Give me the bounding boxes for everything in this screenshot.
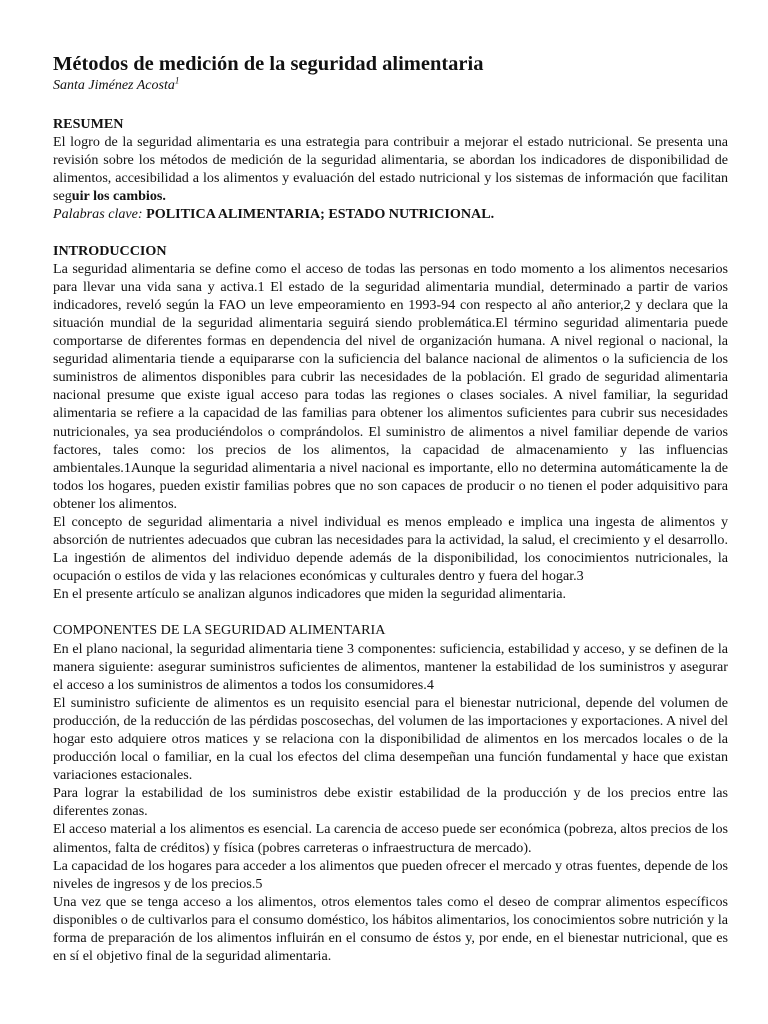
section-gap (53, 224, 728, 242)
componentes-paragraph-4: El acceso material a los alimentos es esencial. La carencia de acceso puede ser económica (pobreza, altos precios de los alimentos, falta de créditos) y física (pobres carreteras o infraestructura de mercado). (53, 821, 729, 856)
introduccion-paragraph-3: En el presente artículo se analizan algunos indicadores que miden la seguridad alimentaria. (53, 586, 567, 603)
introduccion-heading: INTRODUCCION (53, 242, 167, 259)
resumen-paragraph (53, 133, 728, 205)
section-gap (53, 603, 728, 621)
keywords-label: Palabras clave: (53, 206, 143, 223)
componentes-paragraph-6: Una vez que se tenga acceso a los alimentos, otros elementos tales como el deseo de comprar alimentos específicos disponibles o de cultivarlos para el consumo doméstico, los hábitos alimentarios, los conocimientos sobre nutrición y la forma de preparación de los alimentos influirán en el consumo de éstos y, por ende, en el bienestar nutricional, que es en sí el objetivo final de la seguridad alimentaria. (53, 893, 728, 965)
introduccion-paragraph-2: El concepto de seguridad alimentaria a nivel individual es menos empleado e implica una ingesta de alimentos y absorción de nutrientes adecuados que cubran las necesidades para la actividad, la salud, el crecimiento y el desarrollo. La ingestión de alimentos del individuo depende además de la disponibilidad, los conocimientos nutricionales, la ocupación o estilos de vida y las relaciones económicas y culturales dentro y fuera del hogar.3 (53, 513, 728, 585)
componentes-paragraph-5: La capacidad de los hogares para acceder a los alimentos que pueden ofrecer el mercado y otras fuentes, depende de los niveles de ingresos y de los precios.5 (53, 857, 729, 892)
componentes-paragraph-2: El suministro suficiente de alimentos es un requisito esencial para el bienestar nutricional, depende del volumen de producción, de la reducción de las pérdidas poscosechas, del volumen de las importaciones y exportaciones. A nivel del hogar esto adquiere otros matices y se relaciona con la disponibilidad de alimentos en los mercados locales o de la producción local o familiar, en la cual los efectos del clima desempeñan una función fundamental y hace que existan variaciones estacionales. (53, 694, 728, 784)
author-line (53, 77, 728, 95)
componentes-paragraph-1: En el plano nacional, la seguridad alimentaria tiene 3 componentes: suficiencia, estabilidad y acceso, y se definen de la manera siguiente: asegurar suministros suficientes de alimentos, mantener la estabilidad de los suministros y asegurar el acceso a los suministros de alimentos a todos los consumidores.4 (53, 640, 728, 693)
author-footnote-mark: 1 (174, 75, 180, 86)
componentes-paragraph-3: Para lograr la estabilidad de los suministros debe existir estabilidad de la producción y de los precios entre las diferentes zonas. (53, 785, 728, 820)
keywords-value: POLITICA ALIMENTARIA; ESTADO NUTRICIONAL. (146, 206, 495, 223)
resumen-text-bold: uir los cambios. (71, 188, 166, 205)
keywords-line (53, 205, 728, 223)
document-title: Métodos de medición de la seguridad alimentaria (53, 53, 484, 75)
componentes-heading: COMPONENTES DE LA SEGURIDAD ALIMENTARIA (53, 622, 386, 639)
resumen-text: El logro de la seguridad alimentaria es una estrategia para contribuir a mejorar el estado nutricional. Se presenta una revisión sobre los métodos de medición de la seguridad alimentaria, se abordan los indicadores de disponibilidad de alimentos, accesibilidad a los alimentos y evaluación del estado nutricional y los sistemas de información que facilitan seg (53, 134, 728, 205)
resumen-heading: RESUMEN (53, 116, 124, 132)
introduccion-paragraph-1: La seguridad alimentaria se define como el acceso de todas las personas en todo momento a los alimentos necesarios para llevar una vida sana y activa.1 El estado de la seguridad alimentaria mundial, determinado a partir de varios indicadores, reveló según la FAO un leve empeoramiento en 1993-94 con respecto al año anterior,2 y declara que la situación mundial de la seguridad alimentaria seguirá siendo problemática.El término seguridad alimentaria puede comportarse de diferentes formas en dependencia del nivel de organización humana. A nivel regional o nacional, la seguridad alimentaria tiende a equipararse con la suficiencia del balance nacional de alimentos o la suficiencia de los suministros de alimentos disponibles para cubrir las necesidades de la población. El grado de seguridad alimentaria nacional presume que existe igual acceso para todas las regiones o clases sociales. A nivel familiar, la seguridad alimentaria se refiere a la capacidad de las familias para obtener los alimentos suficientes para cubrir sus necesidades nutricionales, ya sea produciéndolos o comprándolos. El suministro de alimentos a nivel familiar depende de varios factores, tales como: los precios de los alimentos, la capacidad de almacenamiento y las influencias ambientales.1Aunque la seguridad alimentaria a nivel nacional es importante, ello no determina automáticamente la de todos los hogares, pueden existir familias pobres que no son capaces de producir o no tienen el poder adquisitivo para obtener los alimentos. (53, 260, 728, 512)
author-name: Santa Jiménez Acosta (53, 78, 175, 93)
